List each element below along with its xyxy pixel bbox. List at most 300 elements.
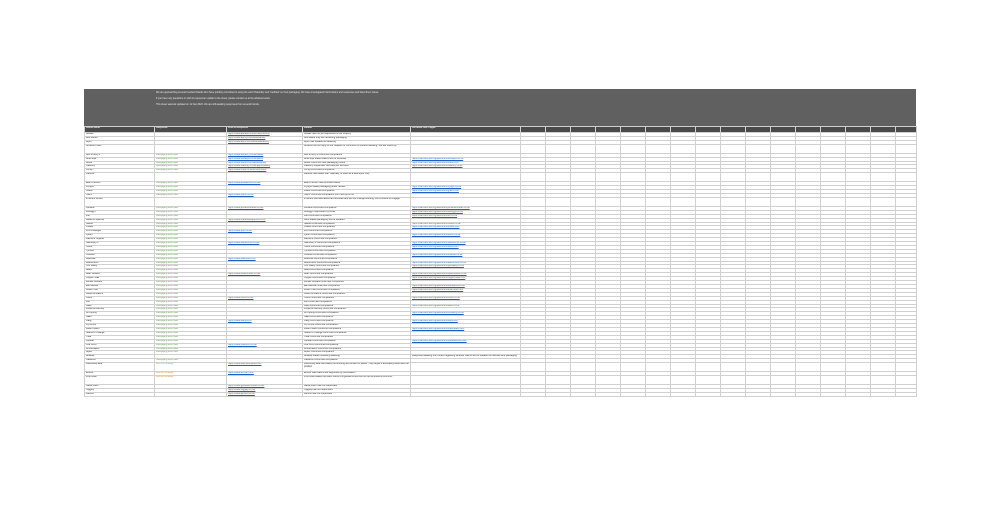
details-cell-text: Upbeat confirmed compliance	[304, 339, 336, 342]
details-cell-text: Cadbury responded via customer services	[304, 164, 349, 168]
brand-cell-text: Glebe Farm	[86, 384, 99, 388]
link-cell[interactable]	[227, 144, 303, 153]
empty-cell[interactable]	[671, 197, 696, 206]
empty-cell[interactable]	[571, 392, 596, 396]
empty-cell[interactable]	[546, 392, 571, 396]
empty-cell[interactable]	[671, 144, 696, 153]
empty-cell[interactable]	[746, 197, 771, 206]
details-cell-text: Alara confirmed compliance	[304, 268, 334, 272]
empty-cell[interactable]	[846, 392, 871, 396]
empty-cell[interactable]	[771, 144, 796, 153]
response-cell-text: Complying from now	[156, 206, 178, 209]
response-cell[interactable]	[155, 197, 227, 206]
archive-cell-text[interactable]: https://web.archive.org/web/2021/oatly.com	[412, 319, 458, 323]
empty-cell[interactable]	[771, 363, 796, 372]
details-cell-text: Deliciously Ella has stated the wording will remain on packs. They argue it accurately describes the product.	[304, 362, 409, 369]
details-cell-text: Danone has stated that 'Naturally' is used as a descriptor only.	[304, 172, 370, 176]
details-cell-text: Nakd confirmed compliance	[304, 315, 334, 319]
response-cell-text: Complying from now	[156, 161, 178, 164]
details-cell[interactable]	[303, 144, 411, 153]
empty-cell[interactable]	[721, 197, 746, 206]
details-cell-text: Nestle confirmed compliance	[304, 222, 335, 225]
brand-cell-text: Marks & Spencer	[86, 218, 105, 221]
details-cell-text: M&S stated packaging will be updated	[304, 218, 345, 221]
archive-cell-text[interactable]: https://web.archive.org/web/2021/sainsburys.co.uk	[412, 241, 466, 245]
empty-cell[interactable]	[521, 144, 546, 153]
link-cell-text[interactable]: https://www.vitacoco.co.uk/	[228, 343, 257, 346]
response-cell-text: Complying from now	[156, 168, 178, 172]
brand-cell-text: Yeo Valley	[86, 264, 98, 268]
brand-cell[interactable]	[85, 173, 155, 182]
response-cell-text: Complying from now	[156, 300, 178, 303]
empty-cell[interactable]	[596, 173, 621, 182]
details-cell[interactable]	[303, 392, 411, 396]
empty-cell[interactable]	[871, 392, 896, 396]
archive-cell-text[interactable]: https://web.archive.org/web/2021/tesco.com	[412, 245, 459, 248]
response-cell-text: Complying from now	[156, 214, 178, 217]
empty-cell[interactable]	[646, 144, 671, 153]
brand-cell-text: Jacobs	[86, 392, 94, 395]
data-table	[84, 126, 917, 397]
link-cell-text[interactable]: https://www.alpro.com/uk/sustainability	[228, 140, 269, 143]
empty-cell[interactable]	[571, 197, 596, 206]
archive-cell-text[interactable]: https://web.archive.org/web/2021/clipper-teas.com	[412, 276, 466, 280]
empty-cell[interactable]	[621, 197, 646, 206]
details-cell-text: Heinz confirmed compliance from next print run	[304, 193, 355, 196]
brand-cell-text: Kallo	[86, 304, 92, 307]
empty-cell[interactable]	[796, 144, 821, 153]
brand-cell-text: Mr Kipling	[86, 311, 97, 315]
archive-cell-text[interactable]: https://web.archive.org/web/2021/nestle.co.uk	[412, 222, 461, 225]
archive-cell-text[interactable]: https://web.archive.org/web/2021/ocado.com	[412, 225, 460, 229]
empty-cell[interactable]	[896, 197, 917, 206]
response-cell-text: Complying from now	[156, 237, 178, 241]
details-cell-text: Dorset Cereals confirmed compliance	[304, 280, 344, 284]
empty-cell[interactable]	[896, 173, 917, 182]
response-cell[interactable]	[155, 392, 227, 396]
brand-cell-text: Linda McCartney	[86, 307, 105, 311]
link-cell-text[interactable]: https://www.jordanscereals.co.uk/	[228, 206, 264, 209]
archive-cell-text[interactable]: https://web.archive.org/web/2021/unilever.co.uk	[412, 253, 463, 256]
brand-cell-text: Ben & Jerry's	[86, 153, 101, 156]
details-cell-text: Ecover said claims are supported by certification	[304, 371, 356, 375]
empty-cell[interactable]	[546, 144, 571, 153]
response-cell-text: Complying from now	[156, 153, 178, 156]
details-cell-text: Vita Coco confirmed compliance	[304, 343, 339, 346]
brand-cell-text: Aldi Stores	[86, 136, 98, 139]
empty-cell[interactable]	[721, 363, 746, 372]
response-cell-text: Complying from now	[156, 315, 178, 319]
details-cell-text: Kellogg's responded by email	[304, 210, 336, 213]
empty-cell[interactable]	[821, 392, 846, 396]
link-cell-text[interactable]: https://www.ecover.com/	[228, 371, 254, 375]
archive-cell[interactable]	[411, 355, 521, 359]
details-cell-text: Tyrrells confirmed compliance	[304, 249, 336, 252]
archive-cell-text[interactable]: https://web.archive.org/web/2021/bearnibbles.co.uk	[412, 272, 467, 276]
details-cell-text: Sainsbury's confirmed compliance	[304, 241, 341, 245]
brand-cell-text: Deliciously Ella	[86, 362, 103, 366]
response-cell[interactable]	[155, 144, 227, 153]
brand-cell-text: Ella's Kitchen	[86, 181, 101, 185]
details-cell-text: Quorn confirmed compliance	[304, 233, 335, 237]
empty-cell[interactable]	[796, 363, 821, 372]
note-line: This sheet was last updated on 12 Jan 2022. We are still awaiting responses from several brands.	[156, 103, 260, 107]
details-cell[interactable]	[303, 363, 411, 372]
brand-cell-text: Pret A Manger	[86, 229, 102, 233]
column-header-link[interactable]: Link to Response	[227, 127, 303, 133]
empty-cell[interactable]	[846, 144, 871, 153]
link-cell-text[interactable]: https://www.aldi.co.uk/sustainability	[228, 136, 266, 139]
empty-cell[interactable]	[846, 363, 871, 372]
brand-cell-text: Nestle	[86, 222, 93, 225]
empty-cell[interactable]	[621, 363, 646, 372]
empty-cell[interactable]	[721, 392, 746, 396]
empty-cell[interactable]	[821, 197, 846, 206]
response-cell-text: Will Not Change	[156, 371, 174, 375]
archive-cell-text[interactable]: https://web.archive.org/web/2021/kallo.co.uk	[412, 304, 460, 307]
archive-cell-text[interactable]: https://web.archive.org/web/2021/boots.com	[412, 161, 459, 164]
response-cell-text: Complying from now	[156, 347, 178, 350]
empty-cell[interactable]	[871, 363, 896, 372]
empty-cell[interactable]	[571, 363, 596, 372]
archive-cell[interactable]	[411, 392, 521, 396]
details-cell-text: Ben & Jerry's confirmed compliance	[304, 153, 343, 156]
details-cell-text: Aldi stated they are reviewing packaging	[304, 136, 347, 139]
brand-cell-text: Higgidy	[86, 388, 94, 391]
archive-cell-text[interactable]: https://web.archive.org/web/2021/yeovalley.co.uk	[412, 264, 464, 268]
empty-cell[interactable]	[621, 392, 646, 396]
empty-cell[interactable]	[771, 173, 796, 182]
response-cell-text: Complying from now	[156, 296, 178, 299]
link-cell[interactable]	[227, 363, 303, 372]
details-cell[interactable]	[303, 376, 411, 385]
response-cell-text: Complying from now	[156, 272, 178, 276]
empty-cell[interactable]	[571, 376, 596, 385]
response-cell-text: Complying from now	[156, 181, 178, 185]
brand-cell-text: Warburtons	[86, 261, 99, 264]
brand-cell-text: Rude Health	[86, 327, 100, 330]
link-cell-text[interactable]: https://www.bearnibbles.co.uk/	[228, 272, 261, 276]
response-cell-text: Complying from now	[156, 327, 178, 330]
brand-cell-text: Cadbury	[86, 164, 96, 168]
link-cell-text[interactable]: https://www.boots.com/sustainability	[228, 161, 267, 164]
empty-cell[interactable]	[546, 197, 571, 206]
brand-cell-text: Kellogg's	[86, 210, 96, 213]
response-cell-text: Complying from now	[156, 331, 178, 334]
spreadsheet	[84, 89, 916, 397]
empty-cell[interactable]	[596, 144, 621, 153]
details-cell[interactable]	[303, 173, 411, 182]
details-cell-text: Yeo Valley confirmed compliance	[304, 264, 339, 268]
brand-cell[interactable]	[85, 363, 155, 372]
link-cell-text[interactable]: https://www.jacobs.co.uk/	[228, 392, 255, 395]
brand-cell-text: Alara	[86, 268, 92, 272]
empty-cell[interactable]	[671, 376, 696, 385]
brand-cell-text: Nakd	[86, 315, 92, 319]
empty-cell[interactable]	[846, 197, 871, 206]
response-cell-text: Complying from now	[156, 245, 178, 248]
empty-cell[interactable]	[821, 363, 846, 372]
response-cell-text: Complying from now	[156, 276, 178, 280]
brand-cell-text: Jordans	[86, 206, 95, 209]
response-cell-text: Complying from now	[156, 249, 178, 252]
empty-cell[interactable]	[671, 363, 696, 372]
response-cell-text: Complying from now	[156, 253, 178, 256]
details-cell-text: Ocado confirmed compliance	[304, 225, 335, 229]
empty-cell[interactable]	[546, 173, 571, 182]
archive-cell-text[interactable]: https://web.archive.org/web/2021/eatnatural.co.uk	[412, 284, 465, 287]
response-cell[interactable]	[155, 376, 227, 385]
empty-cell[interactable]	[571, 173, 596, 182]
archive-cell-text[interactable]: https://web.archive.org/web/2021/cadbury.co.uk	[412, 164, 463, 168]
empty-cell[interactable]	[546, 363, 571, 372]
archive-cell-text[interactable]: https://web.archive.org/web/2021/quorn.co.uk	[412, 233, 461, 237]
empty-cell[interactable]	[696, 376, 721, 385]
archive-cell-text[interactable]: https://web.archive.org/web/2021/fever-tree.com	[412, 288, 464, 291]
details-cell-text: Jordans confirmed compliance	[304, 206, 337, 209]
details-cell-text: Birds Eye stated claims will be removed	[304, 157, 347, 160]
empty-cell[interactable]	[796, 392, 821, 396]
link-cell[interactable]	[227, 376, 303, 385]
link-cell-text[interactable]: https://www.hovis.co.uk/	[228, 296, 254, 299]
empty-cell[interactable]	[746, 376, 771, 385]
empty-cell[interactable]	[771, 392, 796, 396]
link-cell-text[interactable]: https://www.benjerry.co.uk/values	[228, 153, 264, 156]
empty-cell[interactable]	[596, 197, 621, 206]
archive-cell-text[interactable]: https://web.archive.org/web/2021/frylight.co.uk	[412, 185, 462, 189]
empty-cell[interactable]	[871, 376, 896, 385]
details-cell-text: Ella's Kitchen has removed claims	[304, 181, 341, 185]
empty-cell[interactable]	[671, 173, 696, 182]
brand-cell[interactable]	[85, 392, 155, 396]
empty-cell[interactable]	[521, 173, 546, 182]
column-header-response[interactable]: Response	[155, 127, 227, 133]
response-cell[interactable]	[155, 173, 227, 182]
archive-cell-text[interactable]: https://web.archive.org/web/2021/mrkipling.co.uk	[412, 311, 464, 315]
empty-cell[interactable]	[771, 376, 796, 385]
column-header-archive[interactable]: Archived URL Pages	[411, 127, 521, 133]
link-cell-text[interactable]: https://www.higgidy.co.uk/	[228, 388, 256, 391]
empty-cell[interactable]	[696, 173, 721, 182]
details-cell-text: Unilever confirmed compliance	[304, 253, 337, 256]
link-cell[interactable]	[227, 392, 303, 396]
archive-cell[interactable]	[411, 363, 521, 372]
brand-cell-text: Lidl	[86, 214, 90, 217]
response-cell-text: Complying from now	[156, 193, 178, 196]
empty-cell[interactable]	[846, 376, 871, 385]
empty-cell[interactable]	[521, 197, 546, 206]
archive-cell[interactable]	[411, 376, 521, 385]
response-cell-text: Complying from now	[156, 292, 178, 295]
details-cell-text: Hovis confirmed compliance	[304, 296, 334, 299]
link-cell-text[interactable]: https://www.adidas.com/us/help/returns	[228, 132, 270, 135]
empty-cell[interactable]	[696, 197, 721, 206]
details-cell[interactable]	[303, 197, 411, 206]
brand-cell-text: Seeds of Change	[86, 331, 105, 334]
archive-cell-text[interactable]: https://web.archive.org/web/2021/graze.com	[412, 189, 459, 193]
brand-cell-text: Tilda	[86, 335, 92, 338]
details-cell-text: Cauldron confirmed compliance	[304, 358, 338, 362]
archive-cell-text[interactable]: https://web.archive.org/web/2021/warburtons.co.uk	[412, 261, 466, 264]
empty-cell[interactable]	[571, 144, 596, 153]
empty-cell[interactable]	[871, 144, 896, 153]
table-row	[85, 363, 917, 372]
empty-cell[interactable]	[721, 144, 746, 153]
link-cell-text[interactable]: https://www.marksandspencer.com/	[228, 218, 266, 221]
brand-cell-text: Tesco	[86, 245, 93, 248]
link-cell-text[interactable]: https://www.sainsburys.co.uk/	[228, 241, 260, 245]
archive-cell[interactable]	[411, 144, 521, 153]
empty-cell[interactable]	[696, 363, 721, 372]
empty-cell[interactable]	[721, 376, 746, 385]
archive-cell-text[interactable]: https://web.archive.org/web/2021/jordanscereals.co.uk	[412, 206, 470, 209]
brand-cell-text: Cauldron	[86, 358, 96, 362]
empty-cell[interactable]	[596, 376, 621, 385]
link-cell-text[interactable]: https://www.birdseye.co.uk/about	[228, 157, 263, 160]
link-cell-text[interactable]: https://www.deliciouslyella.com/	[228, 362, 262, 366]
response-cell-text: Complying from now	[156, 218, 178, 221]
empty-cell[interactable]	[871, 197, 896, 206]
brand-cell-text: Oatly	[86, 319, 92, 323]
details-cell-text: Glebe Farm has not responded	[304, 384, 338, 388]
response-cell-text: Complying from now	[156, 261, 178, 264]
empty-cell[interactable]	[621, 173, 646, 182]
empty-cell[interactable]	[546, 376, 571, 385]
empty-cell[interactable]	[696, 392, 721, 396]
empty-cell[interactable]	[746, 392, 771, 396]
archive-cell-text[interactable]: https://web.archive.org/web/2021/kelloggs.co.uk	[412, 210, 463, 213]
brand-cell[interactable]	[85, 376, 155, 385]
link-cell-text[interactable]: https://www.coop.co.uk/environment	[228, 168, 267, 172]
column-header-details[interactable]: Details	[303, 127, 411, 133]
brand-cell[interactable]	[85, 144, 155, 153]
response-cell-text: Complying from now	[156, 264, 178, 268]
empty-cell[interactable]	[696, 144, 721, 153]
brand-cell-text: Eat Natural	[86, 284, 98, 287]
empty-cell[interactable]	[796, 173, 821, 182]
link-cell-text[interactable]: https://www.pret.co.uk/	[228, 229, 253, 233]
details-cell-text: Waitrose confirmed compliance	[304, 257, 338, 260]
archive-cell[interactable]	[411, 197, 521, 206]
link-cell-text[interactable]: https://www.ellaskitchen.co.uk/	[228, 181, 261, 185]
details-cell-text: Graze confirmed compliance	[304, 189, 335, 193]
brand-cell-text: Amazon Fresh	[86, 144, 102, 147]
empty-cell[interactable]	[871, 173, 896, 182]
details-cell-text: Higgidy has not responded	[304, 388, 333, 391]
empty-cell[interactable]	[671, 392, 696, 396]
empty-cell[interactable]	[621, 144, 646, 153]
empty-cell[interactable]	[646, 376, 671, 385]
empty-cell[interactable]	[896, 392, 917, 396]
brand-cell[interactable]	[85, 197, 155, 206]
empty-cell[interactable]	[771, 197, 796, 206]
column-header-brand[interactable]: Brand name	[85, 127, 155, 133]
empty-cell[interactable]	[821, 173, 846, 182]
empty-cell[interactable]	[646, 197, 671, 206]
response-cell-text: Complying from now	[156, 164, 178, 168]
table-row	[85, 173, 917, 182]
empty-cell[interactable]	[646, 392, 671, 396]
details-cell-text: Adidas has not yet responded to our enquiry	[304, 132, 351, 135]
details-cell-text: Pip & Nut confirmed compliance	[304, 323, 339, 327]
table-row	[85, 144, 917, 153]
archive-cell[interactable]	[411, 173, 521, 182]
empty-cell[interactable]	[646, 173, 671, 182]
empty-cell[interactable]	[821, 144, 846, 153]
brand-cell-text: Rachel's Organic	[86, 237, 105, 241]
empty-cell[interactable]	[896, 376, 917, 385]
brand-cell-text: Unilever	[86, 253, 95, 256]
details-cell-text: Pret confirmed compliance	[304, 229, 333, 233]
brand-cell-text: Vita Coco	[86, 343, 97, 346]
response-cell-text: Complying from now	[156, 284, 178, 287]
details-cell-text: Linda McCartney confirmed compliance	[304, 307, 346, 311]
response-cell-text: Complying from now	[156, 257, 178, 260]
empty-cell[interactable]	[746, 173, 771, 182]
notes-banner	[84, 89, 916, 126]
brand-cell-text: Boots	[86, 161, 93, 164]
archive-cell-text[interactable]: https://web.archive.org/web/2021/upbeatdrinks.com	[412, 339, 467, 342]
brand-cell-text: Sainsbury's	[86, 241, 99, 245]
details-cell-text: Whole Earth confirmed compliance	[304, 347, 342, 350]
archive-cell-text[interactable]: https://web.archive.org/web/2021/birdseye.co.uk	[412, 157, 464, 160]
empty-cell[interactable]	[896, 363, 917, 372]
empty-cell[interactable]	[596, 392, 621, 396]
response-cell-text: Complying from now	[156, 311, 178, 315]
response-cell-text: Complying from now	[156, 210, 178, 213]
empty-cell[interactable]	[521, 363, 546, 372]
empty-cell[interactable]	[646, 363, 671, 372]
empty-cell[interactable]	[796, 197, 821, 206]
empty-cell[interactable]	[896, 144, 917, 153]
empty-cell[interactable]	[821, 376, 846, 385]
empty-cell[interactable]	[796, 376, 821, 385]
link-cell-text[interactable]: https://www.glebefarmfoods.co.uk/	[228, 384, 265, 388]
response-cell-text: Complying from now	[156, 339, 178, 342]
response-cell-text: Complying from now	[156, 185, 178, 189]
archive-cell-text[interactable]: https://web.archive.org/web/2021/lidl.co.uk	[412, 214, 458, 217]
response-cell[interactable]	[155, 363, 227, 372]
link-cell-text[interactable]: https://www.cadbury.co.uk/responsibility	[228, 164, 271, 168]
response-cell-text: Complying from now	[156, 323, 178, 327]
brand-cell-text: Clipper Teas	[86, 276, 100, 280]
empty-cell[interactable]	[746, 144, 771, 153]
empty-cell[interactable]	[621, 376, 646, 385]
archive-cell-text[interactable]: https://web.archive.org/web/2021/rudehealth.com	[412, 327, 465, 330]
empty-cell[interactable]	[746, 363, 771, 372]
empty-cell[interactable]	[521, 376, 546, 385]
brand-cell-text: Upbeat	[86, 339, 94, 342]
empty-cell[interactable]	[721, 173, 746, 182]
table-row	[85, 197, 917, 206]
link-cell-text[interactable]: https://www.oatly.com/	[228, 319, 252, 323]
details-cell-text: Jacobs has not responded	[304, 392, 333, 395]
link-cell-text[interactable]: https://www.heinz.co.uk/	[228, 193, 254, 196]
empty-cell[interactable]	[521, 392, 546, 396]
brand-cell-text: Tyrrells	[86, 249, 94, 252]
details-cell-text: Kallo confirmed compliance	[304, 304, 334, 307]
empty-cell[interactable]	[596, 363, 621, 372]
link-cell-text[interactable]: https://www.waitrose.com/	[228, 257, 256, 260]
empty-cell[interactable]	[846, 173, 871, 182]
link-cell[interactable]	[227, 197, 303, 206]
response-cell-text: Complying from now	[156, 358, 178, 362]
details-cell-text: Innocent has said labels are accurate and will not change wording. We continue to engage.	[304, 197, 401, 200]
details-cell-text: Seeds of Change confirmed compliance	[304, 331, 347, 334]
details-cell-text: Itsu confirmed compliance	[304, 300, 332, 303]
link-cell[interactable]	[227, 173, 303, 182]
archive-cell-text[interactable]: https://web.archive.org/web/2021/hovis.co.uk	[412, 296, 460, 299]
